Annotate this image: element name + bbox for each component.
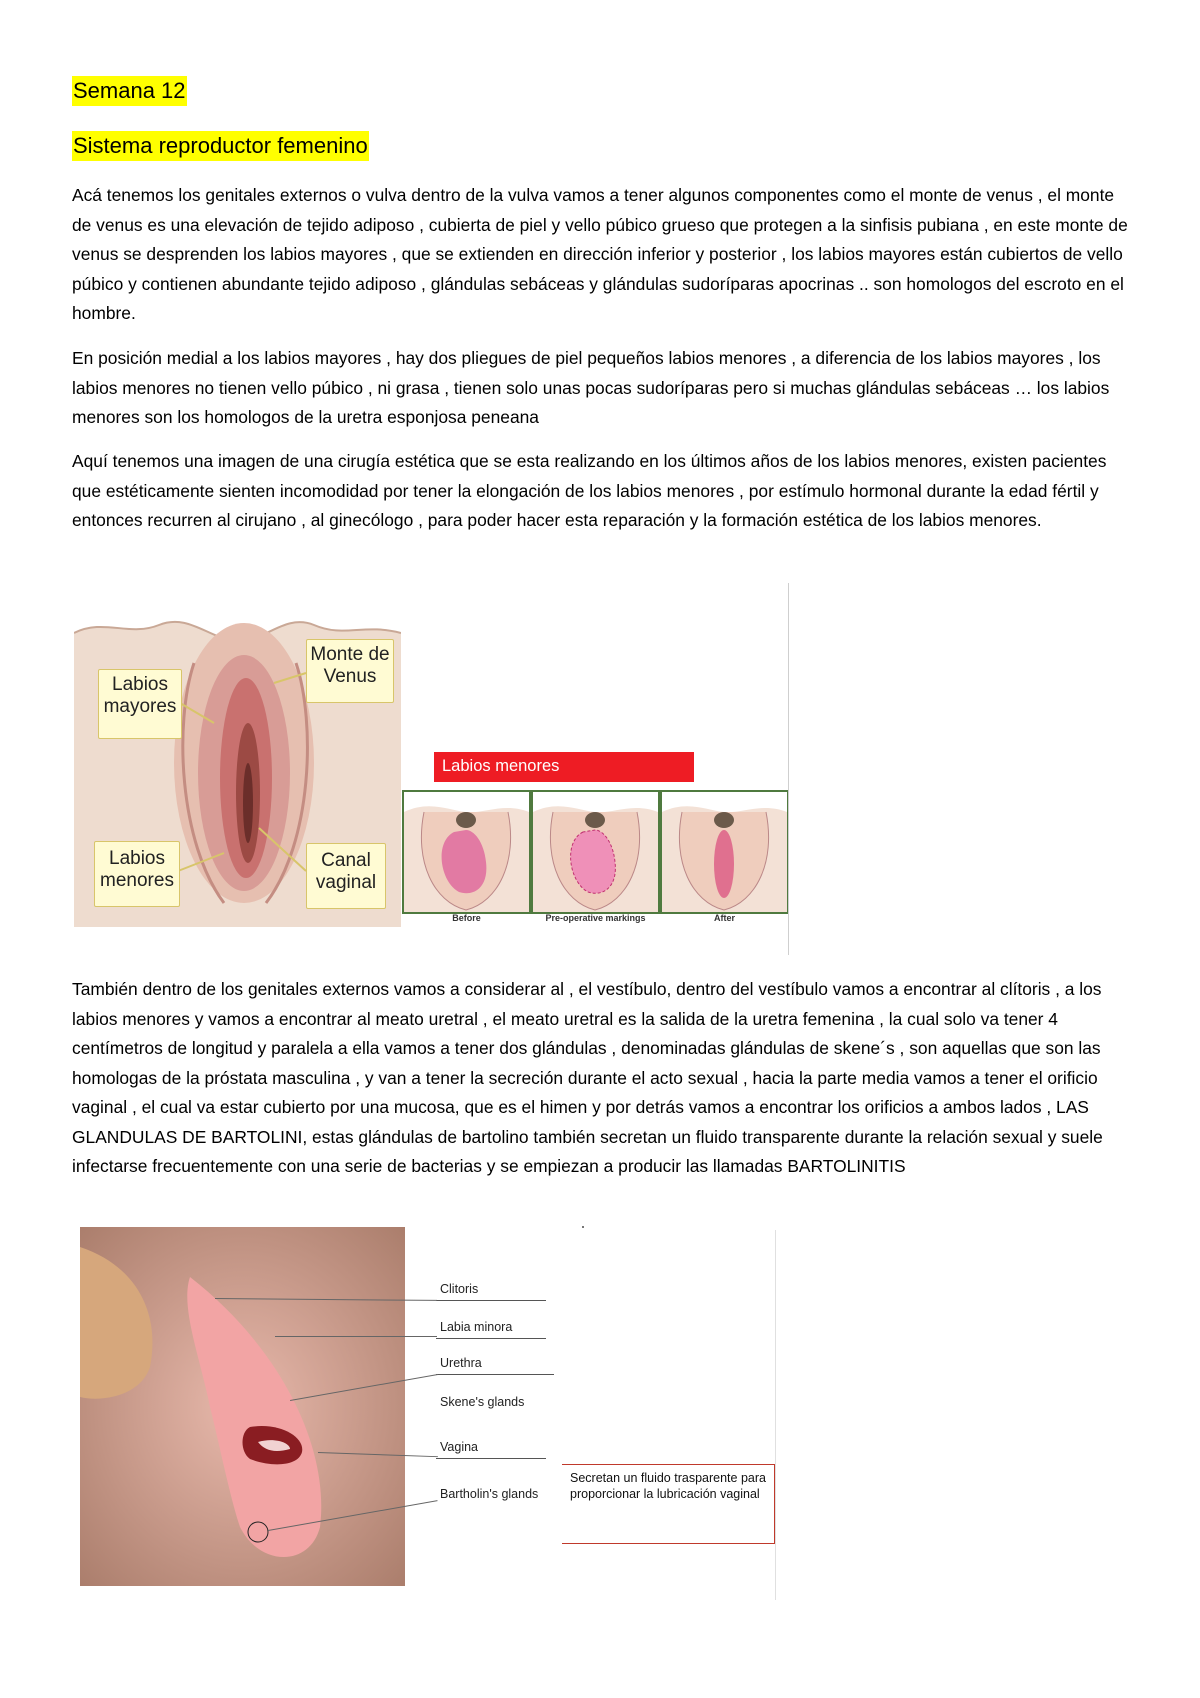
panel-label-before: Before (452, 913, 481, 923)
label-skenes-glands: Skene's glands (440, 1395, 525, 1409)
callout-monte-de-venus: Monte de Venus (306, 639, 394, 703)
panel-label-after: After (713, 913, 735, 923)
panel-after (660, 790, 789, 914)
topic-heading: Sistema reproductor femenino (72, 131, 369, 161)
paragraph-vestibulo: También dentro de los genitales externos vamos a considerar al , el vestíbulo, dentro del vestíbulo vamos a encontrar al clítoris , a los labios menores y vamos a encontrar al meato uretral , el meato uretral es la salida de la uretra femenina , la cual solo va tener 4 centímetros de longitud y paralela a ella vamos a tener dos glándulas , denominadas glándulas de skene´s , son aquellas que son las homologas de la próstata masculina , y van a tener la secreción durante el acto sexual , hacia la parte media vamos a tener el orificio vaginal , el cual va estar cubierto por una mucosa, que es el himen y por detrás vamos a encontrar los orificios a ambos lados , LAS GLANDULAS DE BARTOLINI, estas glándulas de bartolino también secretan un fluido transparente durante la relación sexual y suele infectarse frecuentemente con una serie de bacterias y se empiezan a producir las llamadas BARTOLINITIS (72, 979, 1103, 1176)
label-urethra: Urethra (440, 1356, 482, 1370)
callout-labios-mayores: Labios mayores (98, 669, 182, 739)
figure-title-bar: Labios menores (434, 752, 694, 782)
paragraph-cirugia: Aquí tenemos una imagen de una cirugía estética que se esta realizando en los últimos años de los labios menores, existen pacientes que estéticamente sienten incomodidad por tener la elongación de los labios menores , por estímulo hormonal durante la edad fértil y entonces recurren al cirujano , al ginecólogo , para poder hacer esta reparación y la formación estética de los labios menores. (72, 451, 1107, 530)
callout-canal-vaginal: Canal vaginal (306, 843, 386, 909)
figure-divider (788, 583, 789, 955)
label-clitoris: Clitoris (440, 1282, 479, 1296)
label-bartholins-glands: Bartholin's glands (440, 1487, 539, 1501)
vestibule-illustration (80, 1227, 405, 1586)
label-underline (436, 1458, 546, 1459)
after-drawing (662, 792, 787, 912)
week-heading: Semana 12 (72, 76, 187, 106)
label-underline (436, 1374, 554, 1375)
label-underline (436, 1338, 546, 1339)
vulva-anatomy-illustration (74, 603, 401, 927)
note-text: Secretan un fluido trasparente para proporcionar la lubricación vaginal (570, 1471, 766, 1501)
stray-mark (582, 1226, 584, 1228)
paragraph-labios-menores: En posición medial a los labios mayores , hay dos pliegues de piel pequeños labios menores , a diferencia de los labios mayores , los labios menores no tienen vello púbico , ni grasa , tienen solo unas pocas sudoríparas pero si muchas glándulas sebáceas … los labios menores son los homologos de la uretra esponjosa peneana (72, 348, 1110, 427)
figure-divider (775, 1230, 776, 1600)
label-underline (436, 1300, 546, 1301)
paragraph-vulva: Acá tenemos los genitales externos o vulva dentro de la vulva vamos a tener algunos componentes como el monte de venus , el monte de venus es una elevación de tejido adiposo , cubierta de piel y vello púbico grueso que protegen a la sinfisis pubiana , en este monte de venus se desprenden los labios mayores , que se extienden en dirección inferior y posterior , los labios mayores están cubiertos de vello púbico y contienen abundante tejido adiposo , glándulas sebáceas y glándulas sudoríparas apocrinas .. son homologos del escroto en el hombre. (72, 185, 1128, 323)
label-labia-minora: Labia minora (440, 1320, 513, 1334)
pre-operative-drawing (533, 792, 658, 912)
panel-before (402, 790, 531, 914)
callout-labios-menores: Labios menores (94, 841, 180, 907)
vestibule-drawing (80, 1227, 405, 1586)
panel-label-pre-operative: Pre-operative markings (545, 913, 646, 923)
leader-line (275, 1336, 437, 1337)
before-drawing (404, 792, 529, 912)
labiaplasty-figure (402, 752, 789, 932)
panel-pre-operative (531, 790, 660, 914)
label-vagina: Vagina (440, 1440, 478, 1454)
